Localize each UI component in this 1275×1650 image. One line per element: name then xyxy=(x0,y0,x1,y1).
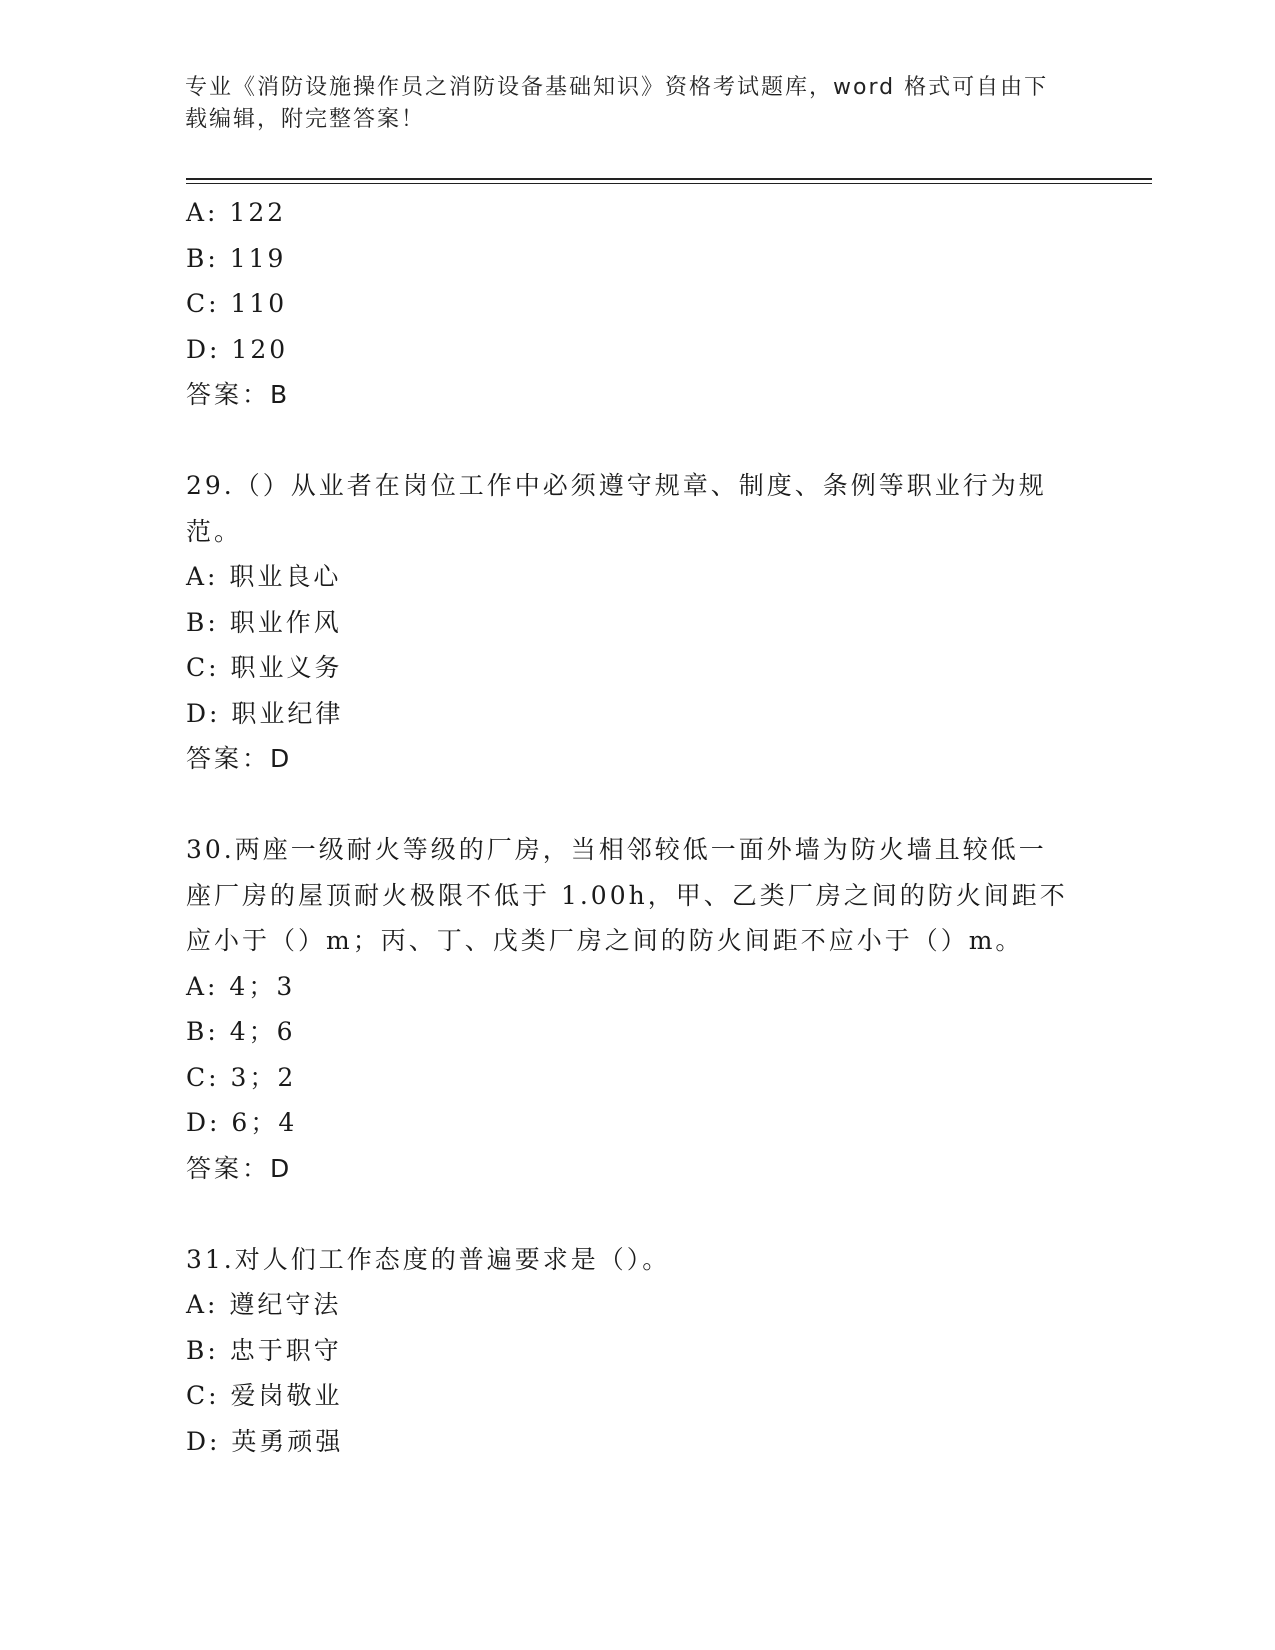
option-d: D: 英勇顽强 xyxy=(186,1426,344,1456)
question-stem xyxy=(186,1237,1086,1283)
header-rule-thick xyxy=(186,178,1152,180)
question-block-29 xyxy=(186,463,1086,782)
option-d: D: 120 xyxy=(186,334,289,364)
option-a: A: 职业良心 xyxy=(186,562,342,591)
answer-line: 答案：D xyxy=(186,1153,293,1183)
answer-line: 答案：B xyxy=(186,380,291,409)
question-content xyxy=(186,190,1086,1464)
stem-line: 座厂房的屋顶耐火极限不低于 1.00h，甲、乙类厂房之间的防火间距不 xyxy=(186,880,1068,910)
spacer xyxy=(186,782,1086,828)
option-a: A: 4；3 xyxy=(186,971,296,1001)
option-a: A: 遵纪守法 xyxy=(186,1290,342,1319)
option-c: C: 爱岗敬业 xyxy=(186,1381,343,1410)
stem-line: 29.（）从业者在岗位工作中必须遵守规章、制度、条例等职业行为规 xyxy=(186,471,1047,500)
stem-line: 30.两座一级耐火等级的厂房，当相邻较低一面外墙为防火墙且较低一 xyxy=(186,835,1047,864)
stem-line: 应小于（）m；丙、丁、戊类厂房之间的防火间距不应小于（）m。 xyxy=(186,926,1024,955)
stem-line: 范。 xyxy=(186,516,243,546)
spacer xyxy=(186,418,1086,464)
option-b: B: 忠于职守 xyxy=(186,1335,342,1365)
document-header xyxy=(185,72,1065,136)
question-block-31 xyxy=(186,1237,1086,1465)
option-c: C: 110 xyxy=(186,289,288,318)
option-b: B: 119 xyxy=(186,243,287,273)
stem-line: 31.对人们工作态度的普遍要求是（）。 xyxy=(186,1244,671,1274)
question-block-30 xyxy=(186,827,1086,1191)
header-rule-thin xyxy=(186,183,1152,184)
option-c: C: 职业义务 xyxy=(186,653,343,682)
option-d: D: 6；4 xyxy=(186,1108,298,1137)
header-line-2: 载编辑，附完整答案！ xyxy=(185,107,426,132)
header-line-1: 专业《消防设施操作员之消防设备基础知识》资格考试题库，word 格式可自由下 xyxy=(185,75,1049,100)
question-block-28 xyxy=(186,190,1086,418)
spacer xyxy=(186,1191,1086,1237)
question-stem xyxy=(186,827,1086,964)
option-c: C: 3；2 xyxy=(186,1062,297,1092)
answer-line: 答案：D xyxy=(186,744,293,773)
option-b: B: 职业作风 xyxy=(186,607,342,637)
option-b: B: 4；6 xyxy=(186,1017,296,1046)
question-stem xyxy=(186,463,1086,554)
option-d: D: 职业纪律 xyxy=(186,698,344,728)
option-a: A: 122 xyxy=(186,198,287,227)
